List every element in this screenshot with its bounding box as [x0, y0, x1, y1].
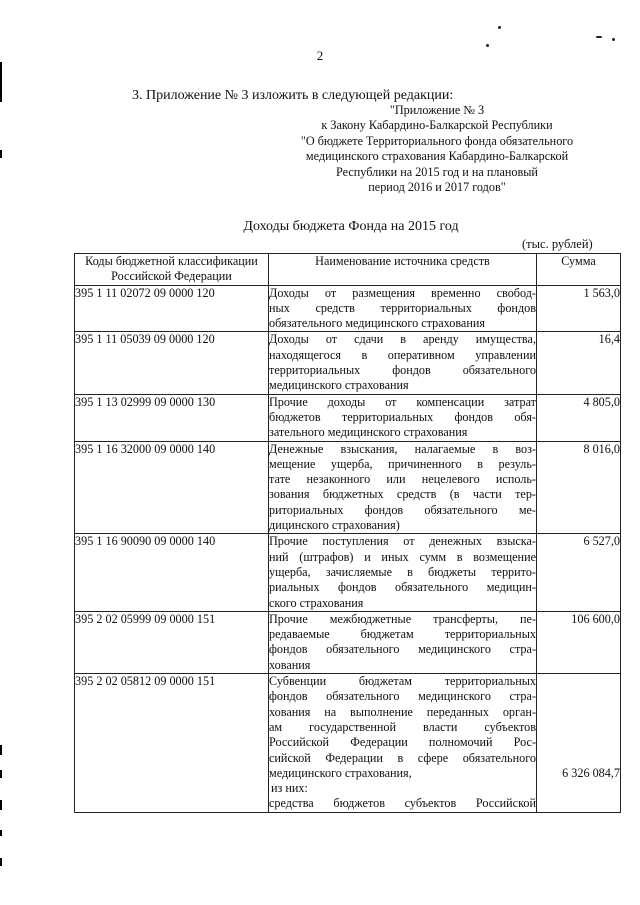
revenue-table	[74, 253, 621, 813]
amount: 6 527,0	[537, 534, 621, 611]
header-sum: Сумма	[537, 254, 621, 286]
table-row	[75, 534, 621, 611]
source-name-line: фондов обязательного медицинского стра-	[269, 642, 536, 657]
source-name-line: Прочие межбюджетные трансферты, пе-	[269, 611, 536, 626]
source-name-line: риториальных фондов обязательного ме-	[269, 502, 536, 517]
appendix-line: "О бюджете Территориального фонда обязательного	[300, 133, 574, 148]
source-name-line: медицинского страхования,	[269, 765, 412, 780]
source-name-line: зования бюджетных средств (в части тер-	[269, 487, 536, 502]
source-name-line: медицинского страхования	[269, 378, 409, 393]
source-name-line: Доходы от сдачи в аренду имущества,	[269, 332, 536, 347]
source-name-line: редаваемые бюджетам территориальных	[269, 627, 536, 642]
header-name: Наименование источника средств	[269, 254, 537, 286]
source-name	[269, 534, 537, 611]
source-name-line: ского страхования	[269, 595, 364, 610]
table-row	[75, 441, 621, 534]
source-name-line: Прочие доходы от компенсации затрат	[269, 394, 536, 409]
source-name-line: территориальных фондов обязательного	[269, 363, 536, 378]
appendix-line: к Закону Кабардино-Балкарской Республики	[321, 118, 553, 133]
source-name	[269, 285, 537, 332]
point-heading: 3. Приложение № 3 изложить в следующей редакции:	[132, 88, 454, 103]
appendix-reference	[282, 103, 592, 195]
amount: 1 563,0	[537, 285, 621, 332]
appendix-line: период 2016 и 2017 годов"	[368, 180, 506, 195]
budget-code: 395 1 13 02999 09 0000 130	[75, 394, 269, 441]
page-number: 2	[316, 48, 324, 63]
amount: 4 805,0	[537, 394, 621, 441]
source-name-line: находящегося в оперативном управлении	[269, 347, 536, 362]
source-name-line: Субвенции бюджетам территориальных	[269, 674, 536, 689]
amount: 6 326 084,7	[537, 674, 621, 813]
source-name-line: из них:	[271, 781, 308, 796]
source-name-line: бюджетов территориальных фондов обя-	[269, 409, 536, 424]
source-name-line: хования на выполнение переданных орган-	[269, 704, 536, 719]
scan-speck	[486, 44, 489, 47]
table-row	[75, 611, 621, 673]
source-name-line: ам государственной власти субъектов	[269, 719, 536, 734]
source-name-line: мещение ущерба, причиненного в резуль-	[269, 456, 536, 471]
budget-code: 395 1 16 32000 09 0000 140	[75, 441, 269, 534]
appendix-line: Республики на 2015 год и на плановый	[336, 164, 538, 179]
table-body	[75, 285, 621, 812]
appendix-line: медицинского страхования Кабардино-Балкарской	[305, 149, 569, 164]
source-name	[269, 332, 537, 394]
source-name-line: риальных фондов обязательного медицин-	[269, 580, 536, 595]
amount: 16,4	[537, 332, 621, 394]
table-row	[75, 332, 621, 394]
source-name-line: обязательного медицинского страхования	[269, 316, 485, 331]
source-name-line: зательного медицинского страхования	[269, 425, 468, 440]
source-name-line: дицинского страхования)	[269, 518, 400, 533]
table-header-row	[75, 254, 621, 286]
source-name-line: Российской Федерации полномочий Рос-	[269, 735, 536, 750]
budget-code: 395 2 02 05999 09 0000 151	[75, 611, 269, 673]
source-name-line: сийской Федерации в сфере обязательного	[269, 750, 536, 765]
scan-speck	[612, 38, 615, 41]
source-name	[269, 441, 537, 534]
source-name	[269, 611, 537, 673]
amount: 8 016,0	[537, 441, 621, 534]
scan-speck	[498, 26, 501, 29]
appendix-line: "Приложение № 3	[389, 103, 485, 117]
source-name-line: ущерба, зачисляемые в бюджеты террито-	[269, 564, 536, 579]
source-name-line: фондов обязательного медицинского стра-	[269, 689, 536, 704]
amount: 106 600,0	[537, 611, 621, 673]
table-row	[75, 285, 621, 332]
source-name-line: тате незаконного или нецелевого исполь-	[269, 472, 536, 487]
budget-code: 395 2 02 05812 09 0000 151	[75, 674, 269, 813]
source-name-line: Прочие поступления от денежных взыска-	[269, 534, 536, 549]
scan-speck	[596, 36, 602, 38]
header-code: Коды бюджетной классификации Российской Федерации	[75, 254, 269, 286]
source-name-line: ных средств территориальных фондов	[269, 300, 536, 315]
source-name-line: средства бюджетов субъектов Российской	[269, 796, 536, 811]
budget-code: 395 1 11 05039 09 0000 120	[75, 332, 269, 394]
table-row	[75, 674, 621, 813]
units-label: (тыс. рублей)	[522, 237, 593, 251]
source-name-line: ний (штрафов) и иных сумм в возмещение	[269, 549, 536, 564]
source-name	[269, 674, 537, 813]
budget-code: 395 1 16 90090 09 0000 140	[75, 534, 269, 611]
budget-code: 395 1 11 02072 09 0000 120	[75, 285, 269, 332]
source-name-line: хования	[269, 657, 311, 672]
source-name-line: Денежные взыскания, налагаемые в воз-	[269, 441, 536, 456]
table-title: Доходы бюджета Фонда на 2015 год	[243, 219, 459, 234]
source-name-line: Доходы от размещения временно свобод-	[269, 285, 536, 300]
table-row	[75, 394, 621, 441]
source-name	[269, 394, 537, 441]
